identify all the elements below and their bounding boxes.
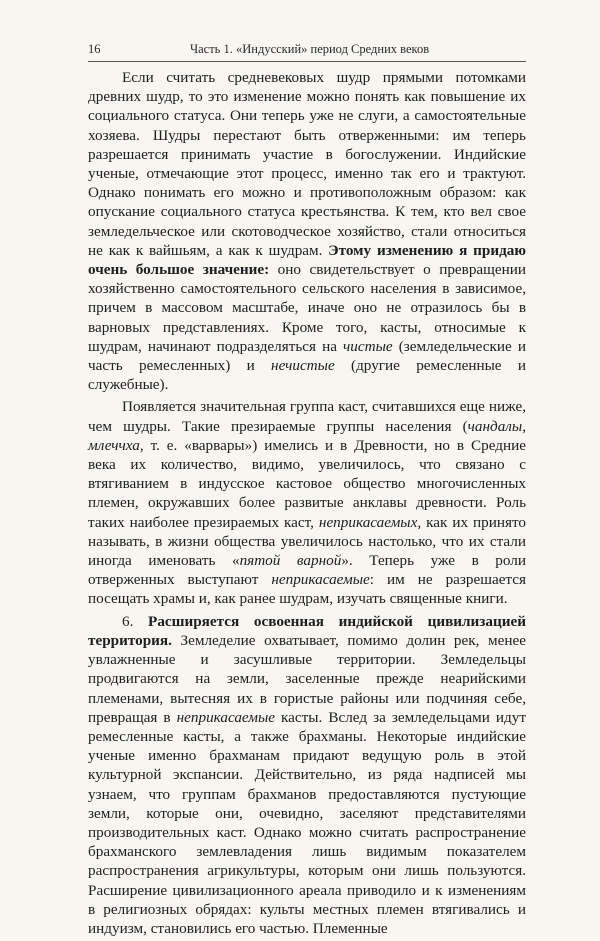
text-run: Земледелие охватывает, помимо долин рек, менее увлажненные и засушливые территории. Земледельцы продвигаются на земли, заселенные прежде неарийскими племенами, вытесняя их в гористые районы или подчиняя себе, превращая в (88, 631, 526, 726)
italic-run: неприкасаемые (271, 571, 370, 589)
body-text (88, 68, 526, 941)
text-run: 6. (122, 612, 149, 630)
italic-run: нечистые (271, 357, 335, 375)
text-run: Если считать средневековых шудр прямыми потомками древних шудр, то это изменение можно понять как повышение их социального статуса. Они теперь уже не слуги, а самостоятельные хозяева. Шудры перестают быть отверженными: им теперь разрешается принимать участие в богослужении. Индийские ученые, отмечающие этот процесс, именно так его и трактуют. Однако понимать его можно и противоположным образом: как опускание социального статуса крестьянства. К тем, кто вел свое земледельческое или скотоводческое хозяйство, стали относиться не как к вайшьям, а как к шудрам. (88, 69, 526, 259)
italic-run: неприкасаемых (318, 513, 418, 531)
italic-run: пятой варной (239, 552, 342, 570)
bold-run: Этому изменению я придаю очень большое значение: (88, 241, 526, 279)
text-run: (земледельческие и часть ремесленных) и (88, 337, 526, 375)
italic-run: неприкасаемые (176, 708, 276, 726)
paragraph-1 (88, 68, 526, 394)
italic-run: чандалы, млеччха (88, 417, 526, 454)
text-run: ». Теперь уже в роли отверженных выступают (88, 552, 526, 589)
text-run: Появляется значительная группа каст, считавшихся еще ниже, чем шудры. Такие презираемые группы населения ( (88, 398, 526, 435)
text-run: , т. е. «варвары») имелись и в Древности, но в Средние века их количество, видимо, увеличилось, что связано с втягиванием в индусское кастовое общество многочисленных племен, окружавших более развитые анклавы древности. Роль таких наиболее презираемых каст, (88, 436, 526, 531)
text-run: касты. Вслед за земледельцами идут ремесленные касты, а также брахманы. Некоторые индийские ученые именно брахманам придают ведущую роль в этой культурной экспансии. Действительно, из ряда надписей мы узнаем, что группам брахманов предоставляются пустующие земли, которые они, очевидно, заселяют представителями производительных каст. Однако можно считать распространение брахманского землевладения лишь видимым показателем распространения агрикультуры, которым они лишь пользуются. Расширение цивилизационного ареала приводило и к изменениям в религиозных обрядах: культы местных племен втягивались и индуизм, становились его частью. Племенные (88, 708, 526, 937)
header-rule (88, 61, 526, 62)
page-number: 16 (88, 42, 101, 56)
text-run: , как их принято называть, в жизни общества увеличилось настолько, что их стали иногда именовать « (88, 513, 526, 570)
bold-run: Расширяется освоенная индийской цивилизацией территория. (88, 612, 526, 649)
text-run: оно свидетельствует о превращении хозяйственно самостоятельного сельского населения в зависимое, причем в массовом масштабе, иначе оно не отразилось бы в варновых представлениях. Кроме того, касты, относимые к шудрам, начинают подразделяться на (88, 261, 526, 355)
running-header (88, 42, 526, 57)
running-title: Часть 1. «Индусский» период Средних веков (190, 42, 430, 56)
text-run: (другие ремесленные и служебные). (88, 357, 526, 394)
text-run: : им не разрешается посещать храмы и, как ранее шудрам, изучать священные книги. (88, 571, 526, 608)
italic-run: чистые (343, 337, 393, 355)
paragraph-2 (88, 397, 526, 608)
paragraph-3 (88, 612, 526, 938)
